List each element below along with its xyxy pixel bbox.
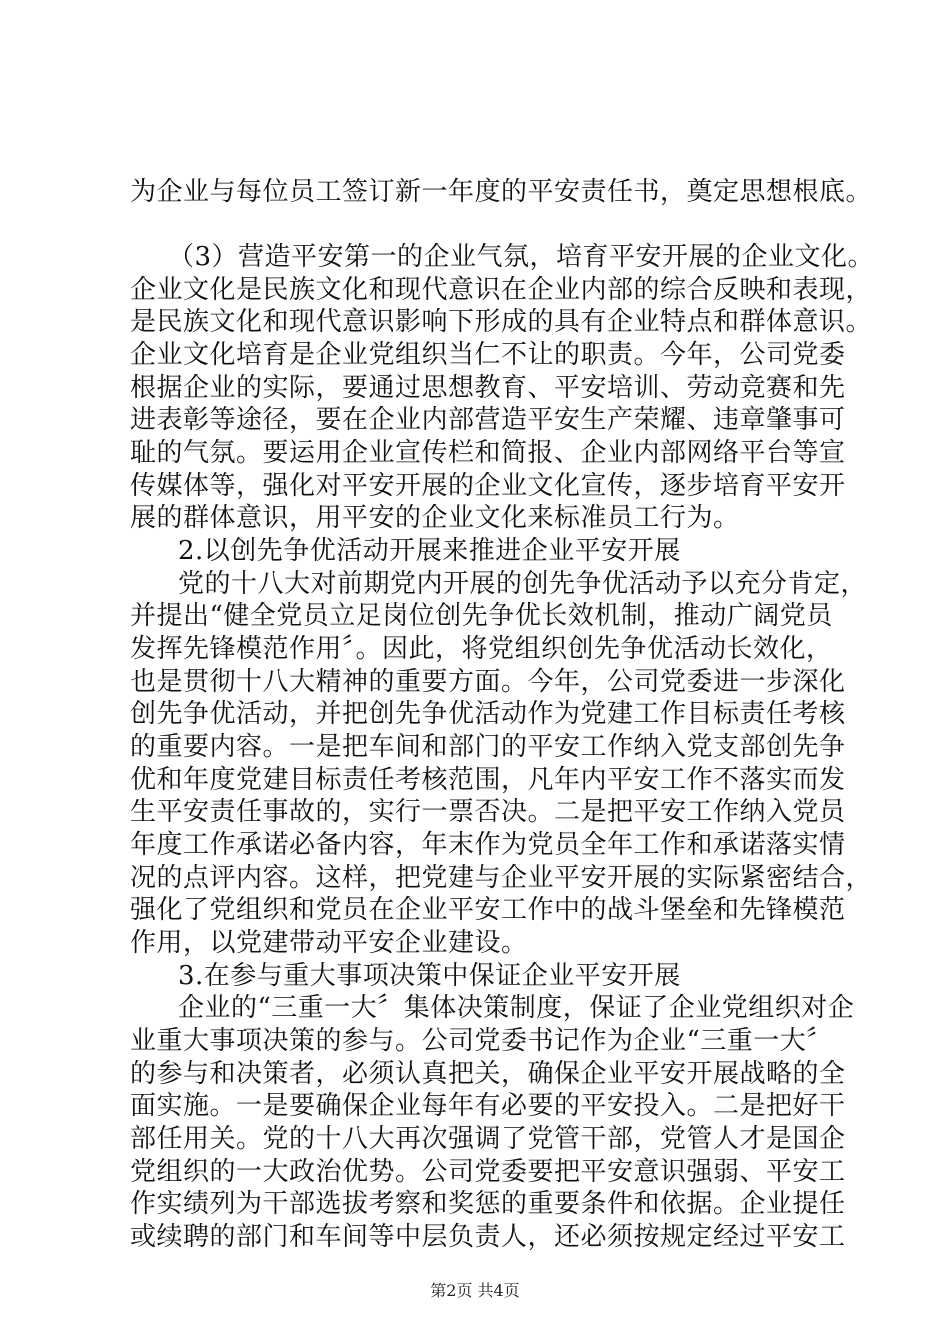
text-line: 或续聘的部门和车间等中层负责人，还必须按规定经过平安工 bbox=[130, 1222, 846, 1252]
text-line: 强化了党组织和党员在企业平安工作中的战斗堡垒和先锋模范 bbox=[130, 895, 846, 925]
page-number-footer: 第2页 共4页 bbox=[430, 1281, 520, 1300]
text-line: 作实绩列为干部选拔考察和奖惩的重要条件和依据。企业提任 bbox=[130, 1189, 846, 1219]
text-line: 党组织的一大政治优势。公司党委要把平安意识强弱、平安工 bbox=[130, 1157, 846, 1187]
text-line: 的重要内容。一是把车间和部门的平安工作纳入党支部创先争 bbox=[130, 732, 846, 762]
text-line: 发挥先锋模范作用〞。因此，将党组织创先争优活动长效化， bbox=[130, 634, 833, 664]
text-line: 业重大事项决策的参与。公司党委书记作为企业“三重一大〞 bbox=[130, 1026, 833, 1056]
text-line: 展的群体意识，用平安的企业文化来标准员工行为。 bbox=[130, 503, 740, 533]
text-line: 党的十八大对前期党内开展的创先争优活动予以充分肯定， bbox=[178, 569, 868, 599]
text-line: 的参与和决策者，必须认真把关，确保企业平安开展战略的全 bbox=[130, 1059, 846, 1089]
text-line: 企业文化培育是企业党组织当仁不让的职责。今年，公司党委 bbox=[130, 340, 846, 370]
text-line: 是民族文化和现代意识影响下形成的具有企业特点和群体意识。 bbox=[130, 307, 873, 337]
text-line: 面实施。一是要确保企业每年有必要的平安投入。二是把好干 bbox=[130, 1091, 846, 1121]
text-line: 生平安责任事故的，实行一票否决。二是把平安工作纳入党员 bbox=[130, 797, 846, 827]
text-line: 企业的“三重一大〞集体决策制度，保证了企业党组织对企 bbox=[178, 993, 855, 1023]
text-line: 创先争优活动，并把创先争优活动作为党建工作目标责任考核 bbox=[130, 699, 846, 729]
section-heading: 3.在参与重大事项决策中保证企业平安开展 bbox=[178, 961, 681, 991]
text-line: 为企业与每位员工签订新一年度的平安责任书，奠定思想根底。 bbox=[130, 177, 873, 207]
text-line: 作用，以党建带动平安企业建设。 bbox=[130, 928, 528, 958]
text-line: 并提出“健全党员立足岗位创先争优长效机制，推动广阔党员 bbox=[130, 601, 833, 631]
text-line: 耻的气氛。要运用企业宣传栏和简报、企业内部网络平台等宣 bbox=[130, 438, 846, 468]
text-line: 优和年度党建目标责任考核范围，凡年内平安工作不落实而发 bbox=[130, 765, 846, 795]
text-line: 企业文化是民族文化和现代意识在企业内部的综合反映和表现， bbox=[130, 275, 873, 305]
text-line: （3）营造平安第一的企业气氛，培育平安开展的企业文化。 bbox=[168, 242, 875, 272]
text-line: 部任用关。党的十八大再次强调了党管干部，党管人才是国企 bbox=[130, 1124, 846, 1154]
text-line: 年度工作承诺必备内容，年末作为党员全年工作和承诺落实情 bbox=[130, 830, 846, 860]
text-line: 根据企业的实际，要通过思想教育、平安培训、劳动竞赛和先 bbox=[130, 373, 846, 403]
text-line: 况的点评内容。这样，把党建与企业平安开展的实际紧密结合， bbox=[130, 863, 873, 893]
text-line: 也是贯彻十八大精神的重要方面。今年，公司党委进一步深化 bbox=[130, 667, 846, 697]
text-line: 进表彰等途径，要在企业内部营造平安生产荣耀、违章肇事可 bbox=[130, 405, 846, 435]
section-heading: 2.以创先争优活动开展来推进企业平安开展 bbox=[178, 536, 681, 566]
text-line: 传媒体等，强化对平安开展的企业文化宣传，逐步培育平安开 bbox=[130, 471, 846, 501]
